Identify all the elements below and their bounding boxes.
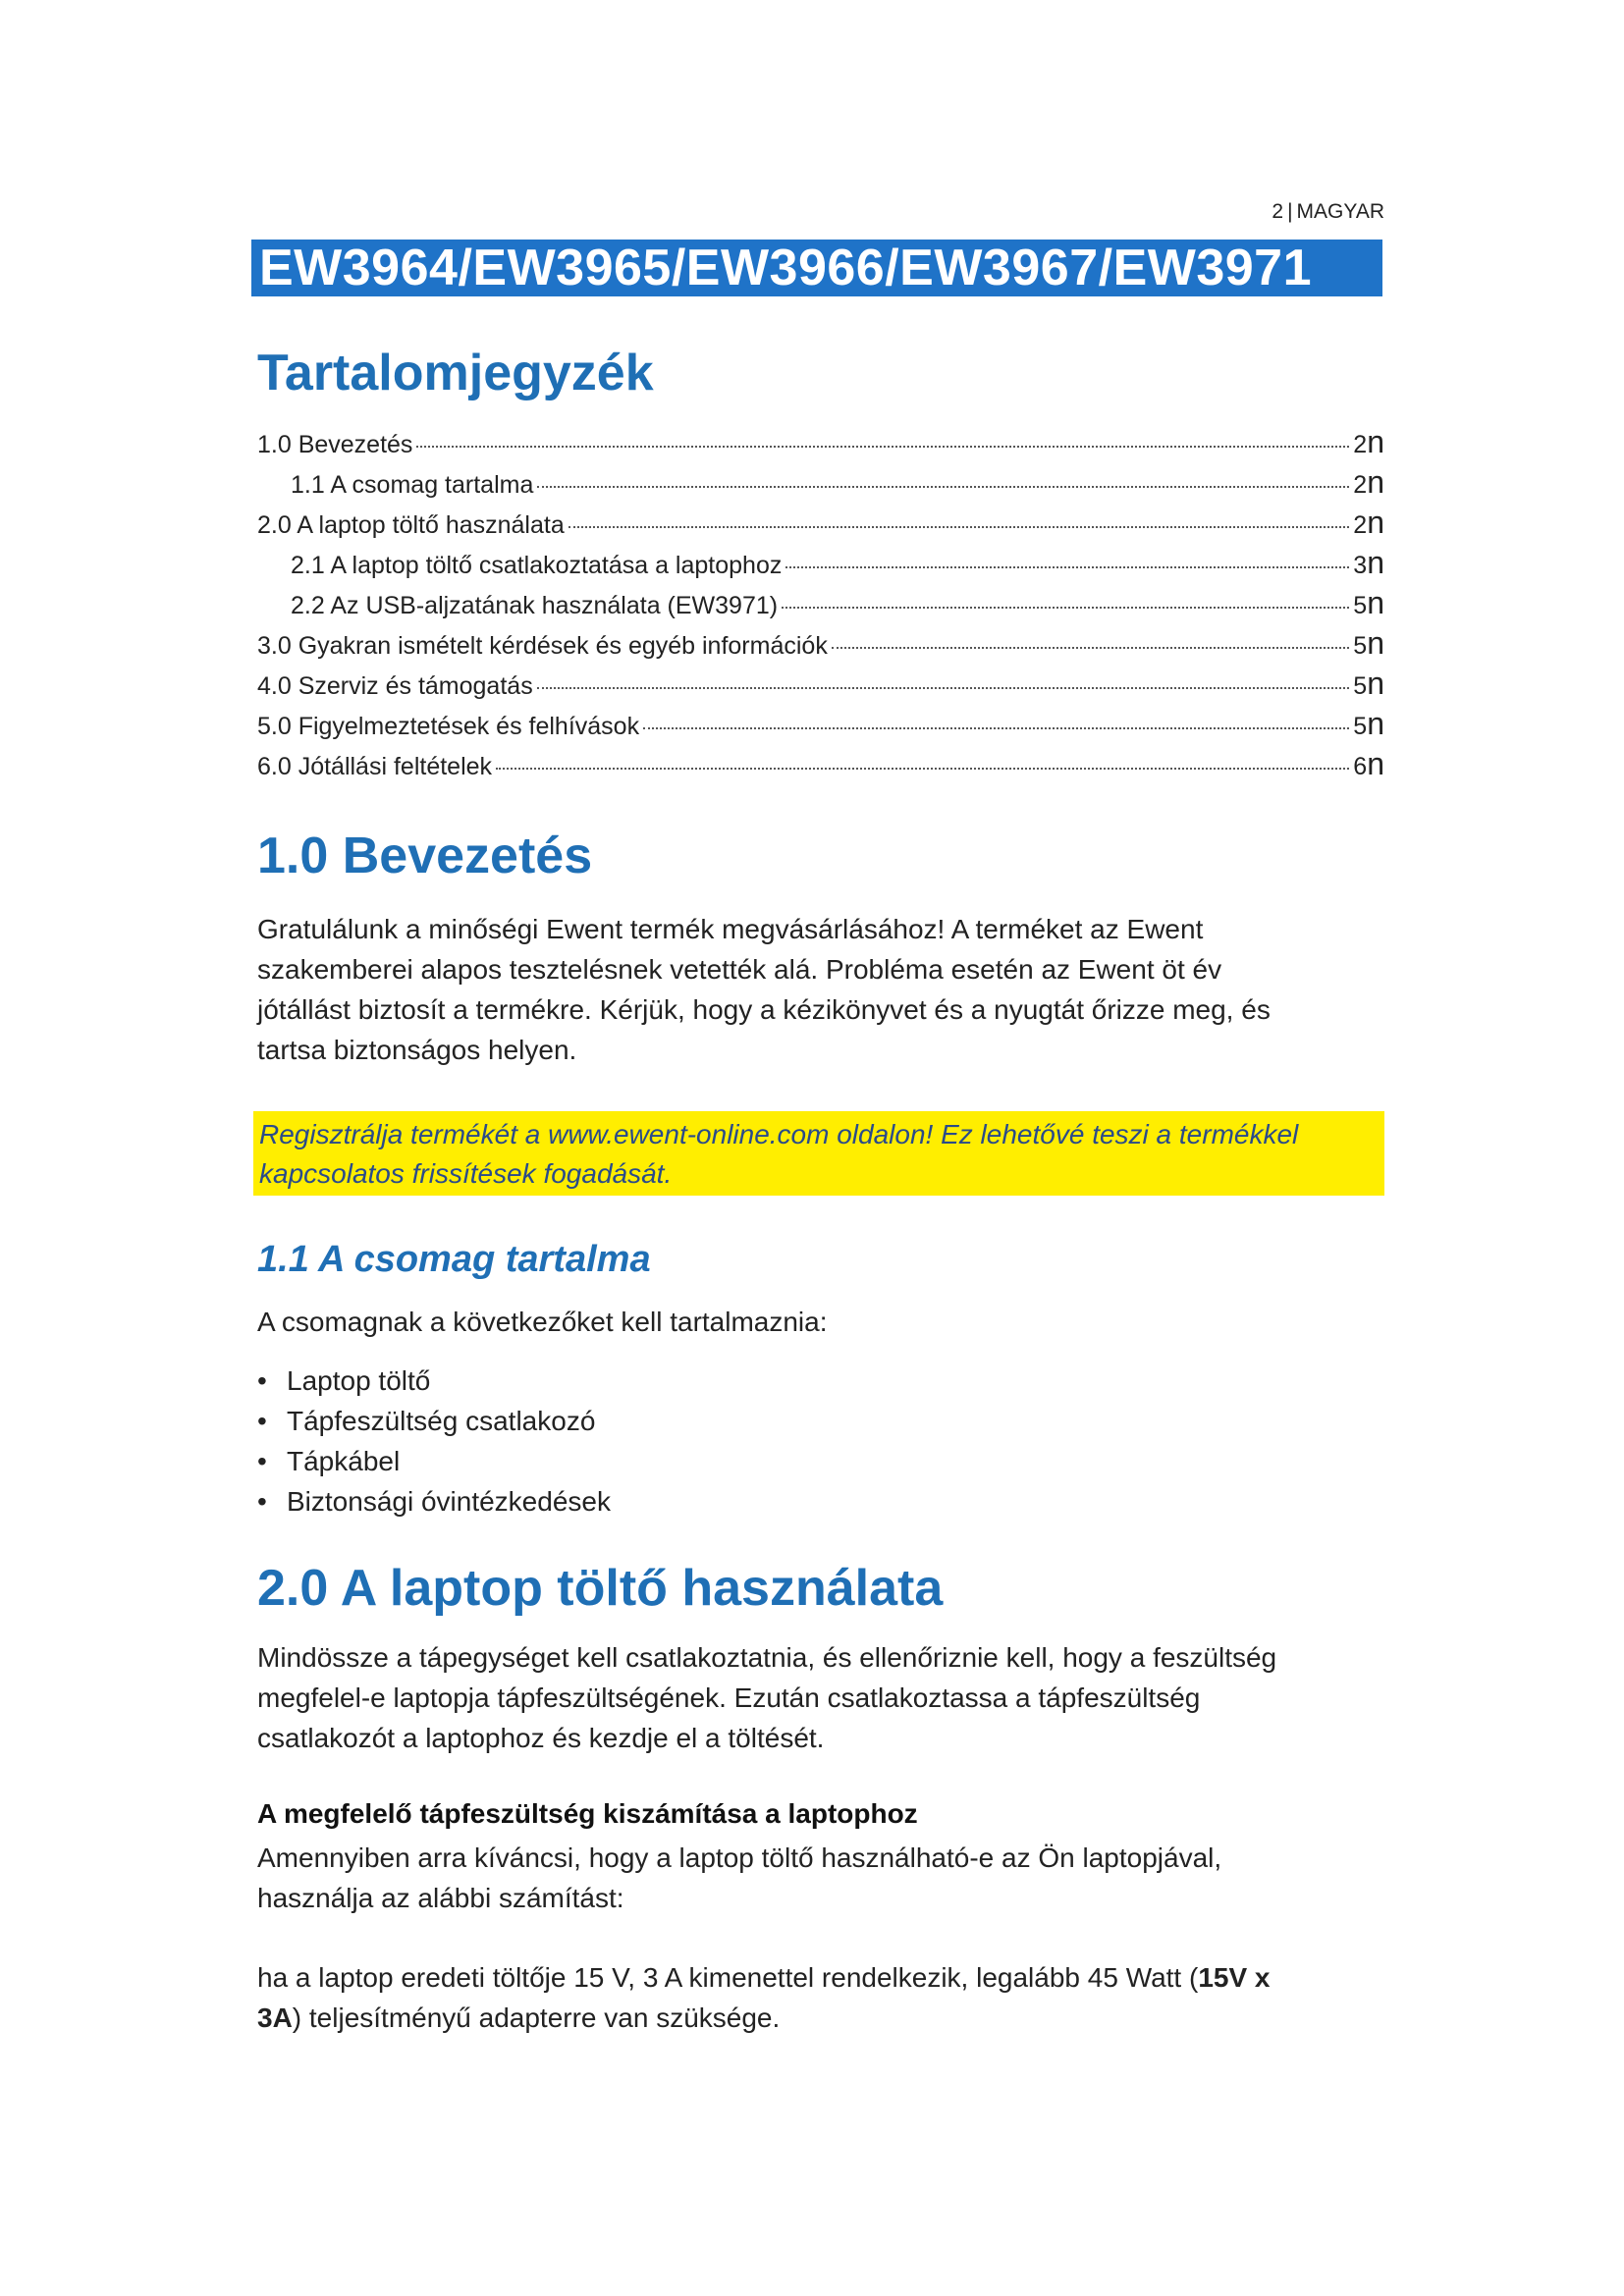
model-banner: EW3964/EW3965/EW3966/EW3967/EW3971 — [251, 240, 1382, 296]
calculation-intro — [257, 1838, 1384, 1918]
toc-entry[interactable] — [257, 625, 1384, 666]
package-intro: A csomagnak a következőket kell tartalmaznia: — [257, 1307, 828, 1337]
section-1-title: 1.0 Bevezetés — [257, 828, 593, 884]
toc-leader — [496, 768, 1349, 770]
section-1-body — [257, 909, 1384, 1070]
toc-entry-label: 1.1 A csomag tartalma — [291, 471, 534, 499]
toc-entry[interactable] — [257, 585, 1384, 625]
text-line: tartsa biztonságos helyen. — [257, 1035, 577, 1065]
toc-leader — [832, 647, 1349, 649]
toc-entry-label: 5.0 Figyelmeztetések és felhívások — [257, 713, 640, 740]
toc-leader — [416, 446, 1349, 448]
toc-entry[interactable] — [257, 746, 1384, 786]
text-line: jótállást biztosít a termékre. Kérjük, hogy a kézikönyvet és a nyugtát őrizze meg, és — [257, 994, 1271, 1025]
toc-leader — [785, 566, 1349, 568]
note-line: kapcsolatos frissítések fogadását. — [259, 1158, 673, 1189]
toc-entry-page: 5n — [1353, 666, 1384, 701]
text-line: Mindössze a tápegységet kell csatlakoztatnia, és ellenőriznie kell, hogy a feszültség — [257, 1642, 1277, 1673]
toc-entry-label: 3.0 Gyakran ismételt kérdések és egyéb információk — [257, 632, 828, 660]
registration-note — [253, 1111, 1384, 1196]
toc-entry-label: 2.1 A laptop töltő csatlakoztatása a laptophoz — [291, 552, 783, 579]
toc-title: Tartalomjegyzék — [257, 345, 654, 401]
toc-entry[interactable] — [257, 424, 1384, 464]
toc-leader — [568, 526, 1350, 528]
text-line: ha a laptop eredeti töltője 15 V, 3 A kimenettel rendelkezik, legalább 45 Watt (15V x — [257, 1962, 1271, 1993]
section-1-1-title: 1.1 A csomag tartalma — [257, 1239, 651, 1280]
page-number: 2 — [1272, 200, 1284, 223]
toc-leader — [537, 486, 1349, 488]
toc-entry-label: 1.0 Bevezetés — [257, 431, 413, 458]
toc-entry[interactable] — [257, 666, 1384, 706]
section-2-body — [257, 1637, 1384, 1758]
toc-entry-label: 2.2 Az USB-aljzatának használata (EW3971) — [291, 592, 779, 619]
section-2-title: 2.0 A laptop töltő használata — [257, 1560, 944, 1617]
note-line: Regisztrálja termékét a www.ewent-online.com oldalon! Ez lehetővé teszi a termékkel — [259, 1119, 1299, 1149]
running-header: 2 | MAGYAR — [1272, 200, 1384, 223]
toc-entry[interactable] — [257, 505, 1384, 545]
toc-entry-label: 2.0 A laptop töltő használata — [257, 511, 565, 539]
package-contents-list — [257, 1361, 611, 1522]
toc-entry-label: 4.0 Szerviz és támogatás — [257, 672, 533, 700]
language-label: MAGYAR — [1296, 200, 1384, 223]
toc-leader — [643, 727, 1349, 729]
text-line: csatlakozót a laptophoz és kezdje el a töltését. — [257, 1723, 825, 1753]
toc-entry[interactable] — [257, 706, 1384, 746]
text-line: szakemberei alapos tesztelésnek vetették alá. Probléma esetén az Ewent öt év — [257, 954, 1222, 985]
toc-entry-page: 5n — [1353, 706, 1384, 741]
text-line: 3A) teljesítményű adapterre van szüksége. — [257, 2002, 781, 2033]
toc-entry-page: 2n — [1353, 464, 1384, 500]
toc-leader — [537, 687, 1350, 689]
list-item: • Biztonsági óvintézkedések — [257, 1486, 611, 1517]
toc-entry-page: 3n — [1353, 545, 1384, 580]
text-line: Amennyiben arra kíváncsi, hogy a laptop töltő használható-e az Ön laptopjával, — [257, 1842, 1222, 1873]
calculation-example — [257, 1957, 1384, 2038]
text-line: megfelel-e laptopja tápfeszültségének. Ezután csatlakoztassa a tápfeszültség — [257, 1682, 1201, 1713]
toc-entry-page: 6n — [1353, 746, 1384, 781]
text-line: Gratulálunk a minőségi Ewent termék megvásárlásához! A terméket az Ewent — [257, 914, 1204, 944]
toc-entry-label: 6.0 Jótállási feltételek — [257, 753, 493, 780]
toc-entry-page: 5n — [1353, 585, 1384, 620]
list-item: • Tápfeszültség csatlakozó — [257, 1406, 596, 1436]
toc-entry[interactable] — [257, 464, 1384, 505]
calculation-heading: A megfelelő tápfeszültség kiszámítása a laptophoz — [257, 1798, 918, 1829]
toc-entry-page: 2n — [1353, 424, 1384, 459]
toc-leader — [782, 607, 1349, 609]
list-item: • Tápkábel — [257, 1446, 401, 1476]
toc-entry[interactable] — [257, 545, 1384, 585]
table-of-contents — [257, 424, 1384, 786]
toc-entry-page: 5n — [1353, 625, 1384, 661]
toc-entry-page: 2n — [1353, 505, 1384, 540]
text-line: használja az alábbi számítást: — [257, 1883, 624, 1913]
list-item: • Laptop töltő — [257, 1365, 431, 1396]
